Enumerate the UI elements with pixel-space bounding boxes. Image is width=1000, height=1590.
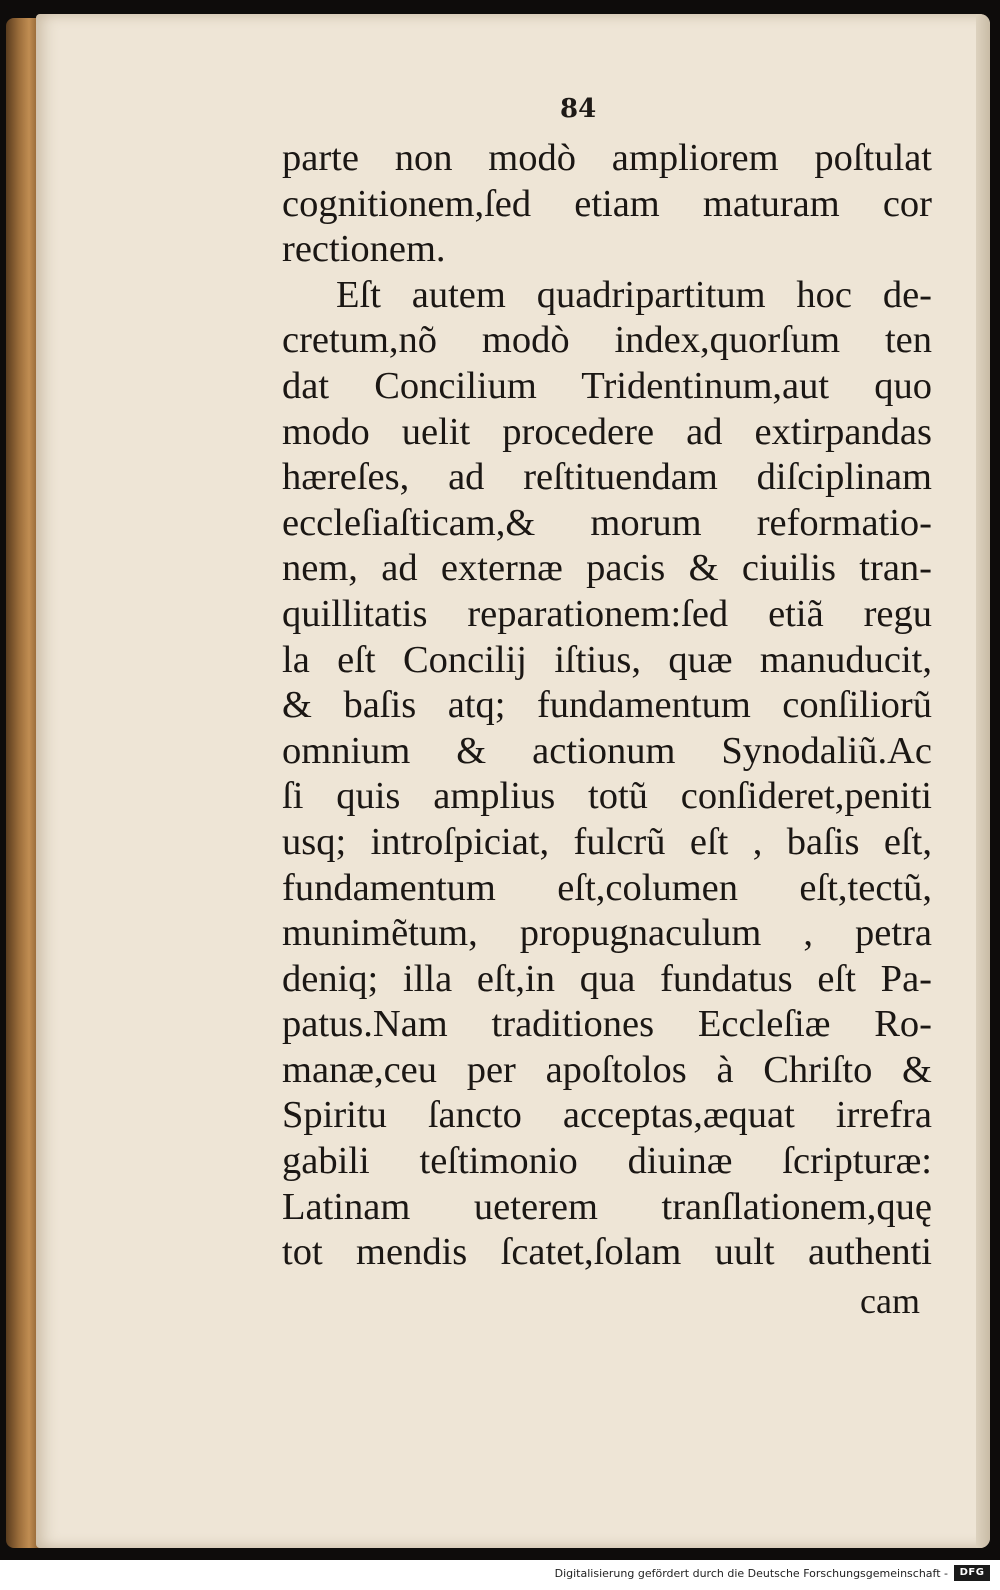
catchword: cam <box>860 1281 920 1321</box>
text-line: dat Concilium Tridentinum,aut quo <box>282 364 932 407</box>
text-line: Latinam ueterem tranſlationem,quę <box>282 1185 932 1228</box>
text-line: usq; introſpiciat, fulcrũ eſt , baſis eſt, <box>282 820 932 863</box>
page-number: 84 <box>560 94 597 124</box>
text-line: la eſt Concilij iſtius, quæ manuducit, <box>282 638 932 681</box>
text-line: gabili teſtimonio diuinæ ſcripturæ: <box>282 1140 932 1183</box>
text-line: ſi quis amplius totũ conſideret,peniti <box>282 775 932 818</box>
dfg-logo: DFG <box>954 1565 990 1581</box>
text-line: eccleſiaſticam,& morum reformatio- <box>282 501 932 544</box>
text-line: rectionem. <box>282 228 446 271</box>
text-line: & baſis atq; fundamentum conſiliorũ <box>282 684 932 727</box>
funding-credit: Digitalisierung gefördert durch die Deutsche Forschungsgemeinschaft - <box>554 1567 948 1580</box>
text-line: Spiritu ſancto acceptas,æquat irrefra <box>282 1094 932 1137</box>
text-line: quillitatis reparationem:ſed etiã regu <box>282 592 932 635</box>
page-edge <box>976 14 990 1548</box>
footer-bar <box>0 1560 1000 1590</box>
text-line: cognitionem,ſed etiam maturam cor <box>282 182 932 225</box>
text-line: modo uelit procedere ad extirpandas <box>282 410 932 453</box>
text-line: nem, ad externæ pacis & ciuilis tran- <box>282 547 932 590</box>
text-line: tot mendis ſcatet,ſolam uult authenti <box>282 1231 932 1274</box>
text-line: manæ,ceu per apoſtolos à Chriſto & <box>282 1048 932 1091</box>
text-line: munimẽtum, propugnaculum , petra <box>282 912 932 955</box>
page-text <box>282 136 932 1276</box>
text-line: cretum,nõ modò index,quorſum ten <box>282 319 932 362</box>
text-line: patus.Nam traditiones Eccleſiæ Ro- <box>282 1003 932 1046</box>
text-line: Eſt autem quadripartitum hoc de- <box>336 273 932 316</box>
text-line: fundamentum eſt,columen eſt,tectũ, <box>282 866 932 909</box>
text-line: hæreſes, ad reſtituendam diſciplinam <box>282 456 932 499</box>
text-line: omnium & actionum Synodaliũ.Ac <box>282 729 932 772</box>
text-line: parte non modò ampliorem poſtulat <box>282 137 932 179</box>
text-line: deniq; illa eſt,in qua fundatus eſt Pa- <box>282 957 932 1000</box>
